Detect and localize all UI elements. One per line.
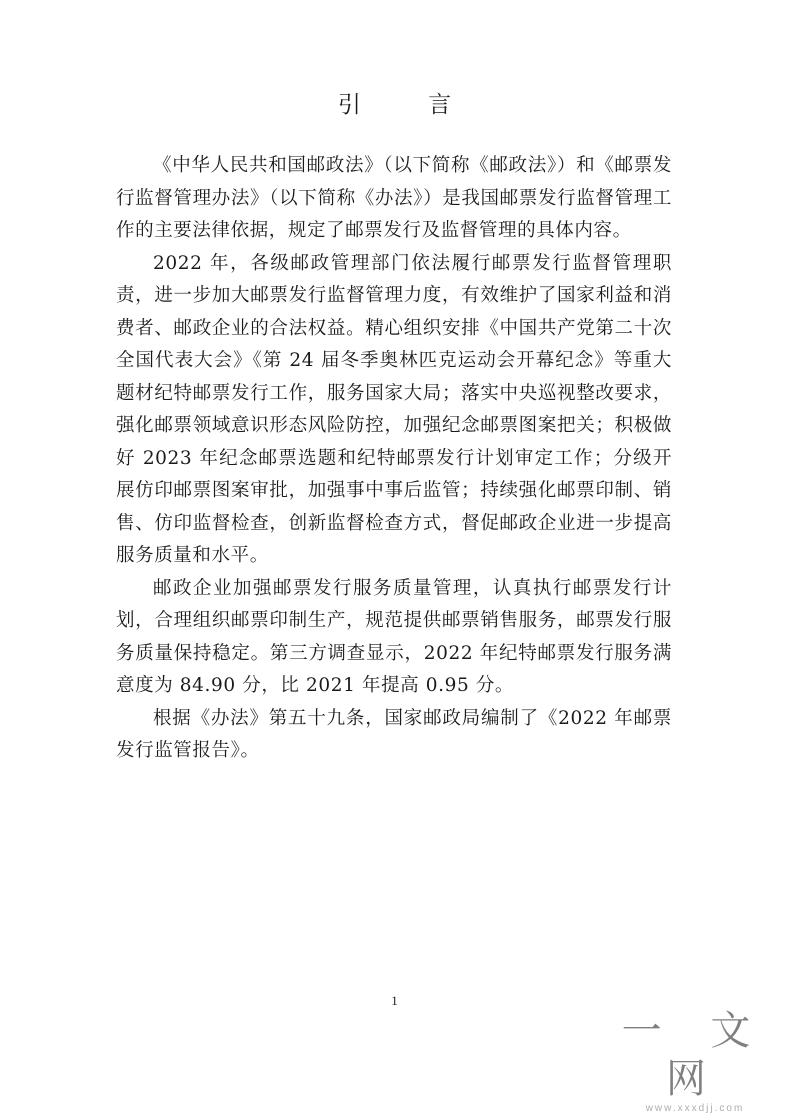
paragraph-2: 2022 年，各级邮政管理部门依法履行邮票发行监督管理职责，进一步加大邮票发行监督管理力度，有效维护了国家利益和消费者、邮政企业的合法权益。精心组织安排《中国共产党第二十次全国代表大会》《第 24 届冬季奥林匹克运动会开幕纪念》等重大题材纪特邮票发行工作，服务国家大局；落实中央巡视整改要求，强化邮票领域意识形态风险防控，加强纪念邮票图案把关；积极做好 2023 年纪念邮票选题和纪特邮票发行计划审定工作；分级开展仿印邮票图案审批，加强事中事后监管；持续强化邮票印制、销售、仿印监督检查，创新监督检查方式，督促邮政企业进一步提高服务质量和水平。 — [116, 252, 672, 566]
watermark-logo-text: 一 文 网 — [621, 1008, 769, 1102]
body-text — [116, 150, 672, 768]
watermark — [615, 1007, 775, 1114]
watermark-url: www.xxxdjj.com — [645, 1103, 745, 1114]
paragraph-1: 《中华人民共和国邮政法》（以下简称《邮政法》）和《邮票发行监督管理办法》（以下简称《办法》）是我国邮票发行监督管理工作的主要法律依据，规定了邮票发行及监督管理的具体内容。 — [116, 155, 672, 241]
page-number: 1 — [391, 993, 398, 1008]
paragraph-3: 邮政企业加强邮票发行服务质量管理，认真执行邮票发行计划，合理组织邮票印制生产，规范提供邮票销售服务，邮票发行服务质量保持稳定。第三方调查显示，2022 年纪特邮票发行服务满意度为 84.90 分，比 2021 年提高 0.95 分。 — [116, 577, 672, 696]
paragraph-4: 根据《办法》第五十九条，国家邮政局编制了《2022 年邮票发行监管报告》。 — [116, 707, 672, 761]
page-title: 引 言 — [337, 92, 482, 118]
